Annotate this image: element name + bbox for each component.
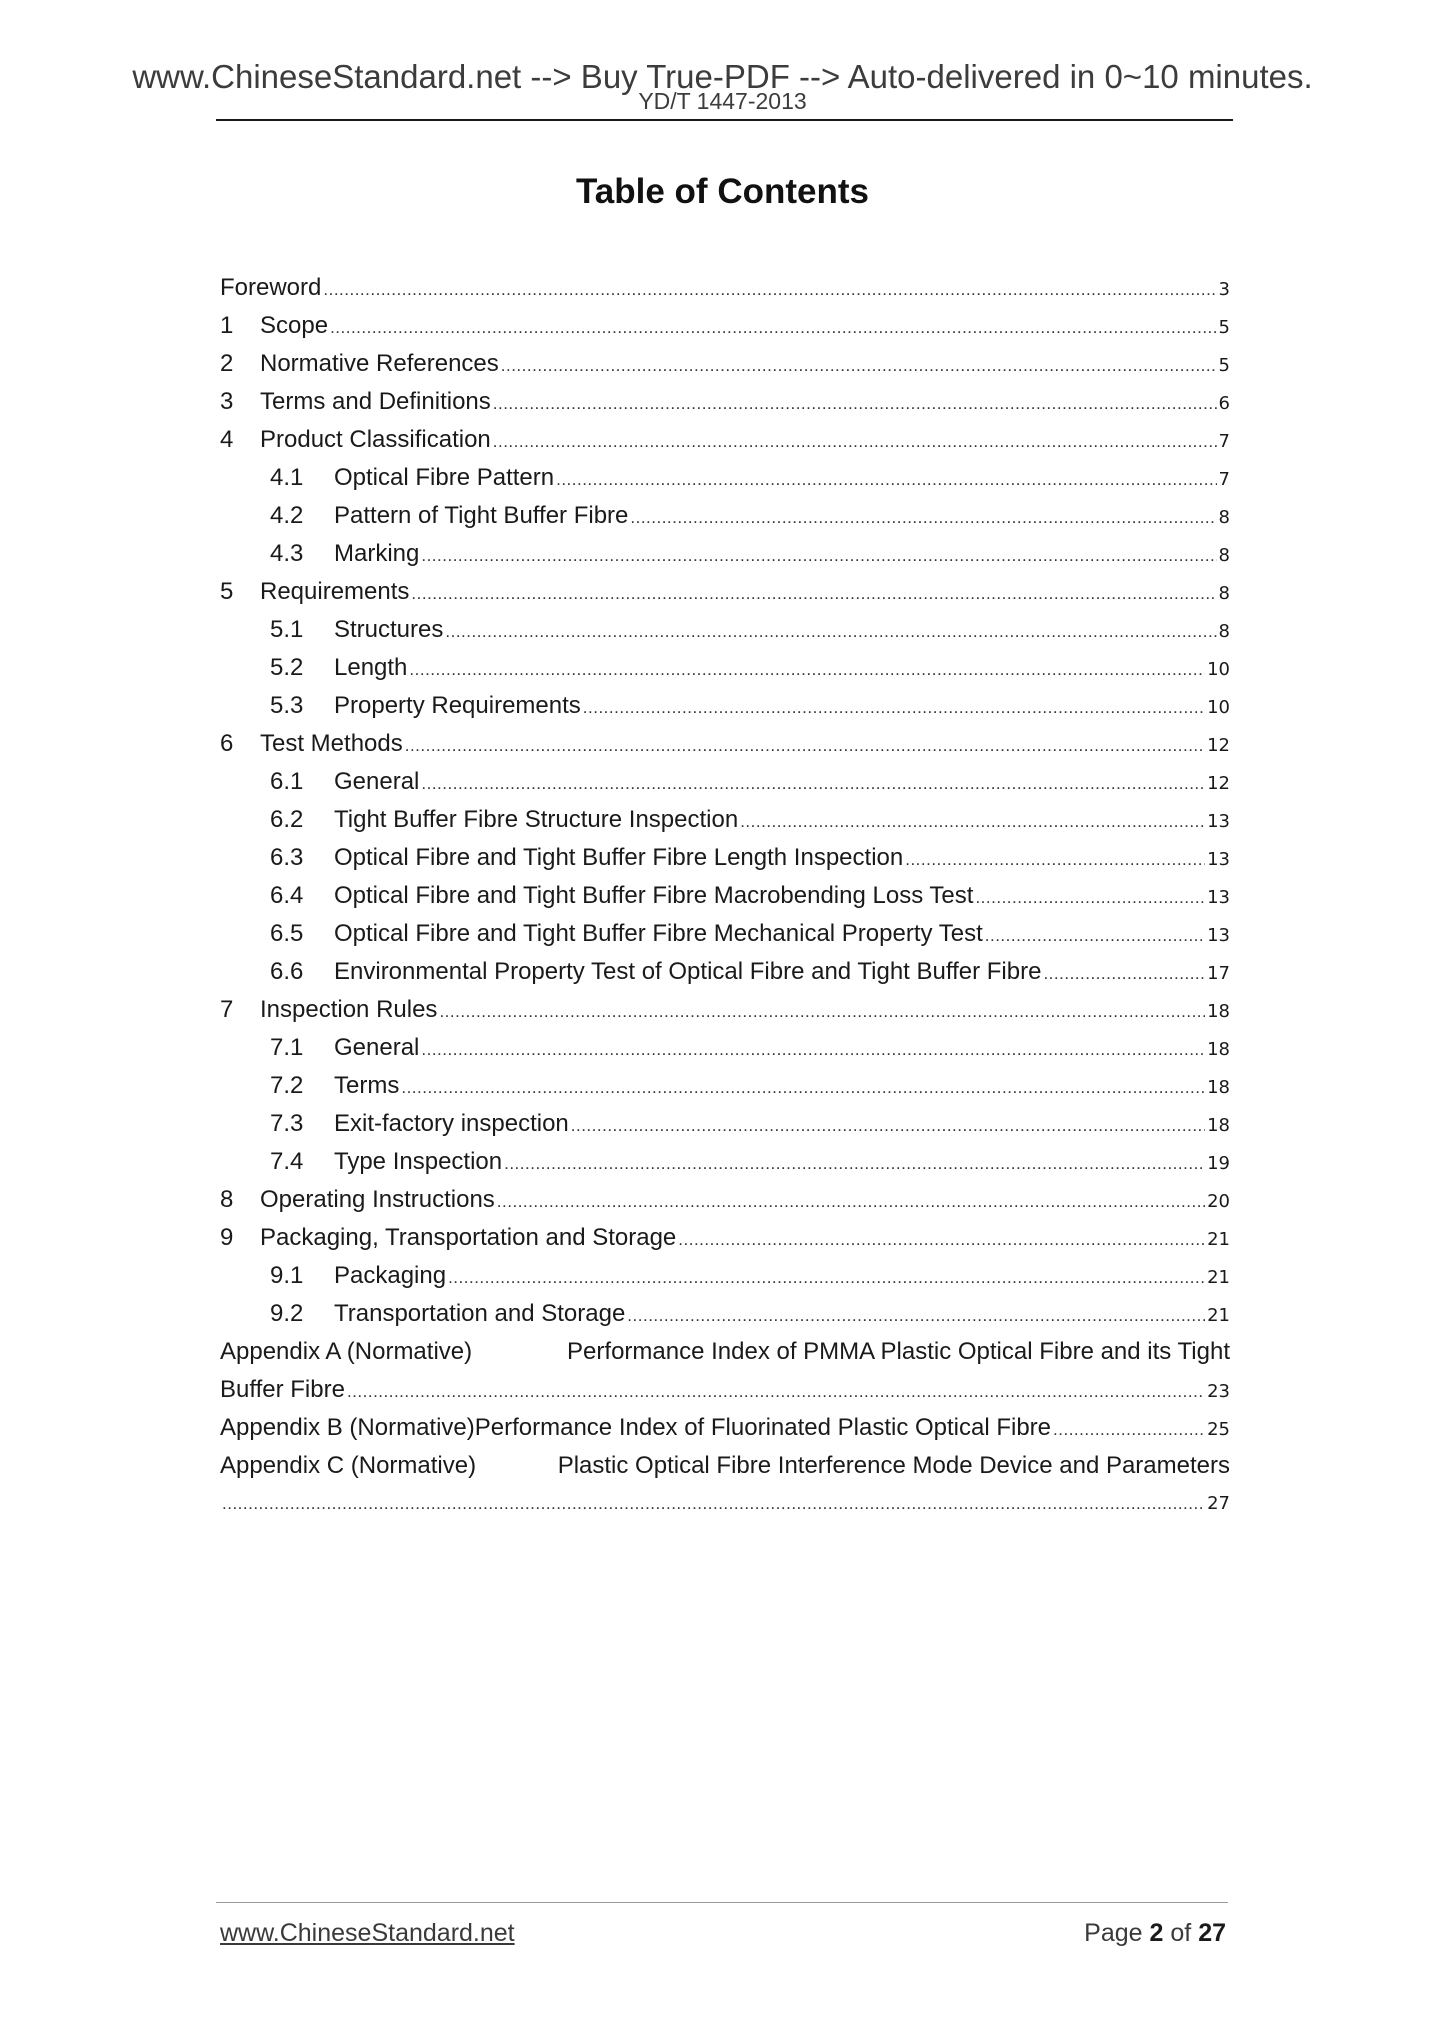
leader-dots [493,423,1217,461]
toc-entry-page: 8 [1218,507,1230,528]
toc-entry-number: 1 [220,312,234,339]
toc-entry-number: 5.1 [270,616,304,643]
toc-subentry[interactable] [220,649,1230,687]
toc-entry-page: 8 [1218,583,1230,604]
leader-dots [411,575,1216,613]
toc-entry-number: 4 [220,426,234,453]
toc-entry-title: Optical Fibre and Tight Buffer Fibre Length Inspection [334,844,904,871]
appendix-title-line1: Performance Index of PMMA Plastic Optical Fibre and its Tight [567,1338,1230,1365]
toc-entry-page: 27 [1207,1493,1230,1514]
toc-entry-title: Tight Buffer Fibre Structure Inspection [334,806,739,833]
toc-subentry[interactable] [220,1143,1230,1181]
toc-entry-number: 7.2 [270,1072,304,1099]
toc-entry-title: Operating Instructions [260,1186,495,1213]
toc-entry-page: 13 [1207,887,1230,908]
leader-dots [497,1183,1205,1221]
toc-entry-title: Packaging, Transportation and Storage [260,1224,677,1251]
leader-dots [571,1107,1205,1145]
leader-dots [439,993,1205,1031]
toc-entry-title: Packaging [334,1262,447,1289]
toc-entry-page: 18 [1207,1039,1230,1060]
toc-entry-page: 21 [1207,1229,1230,1250]
toc-appendix-a[interactable] [220,1333,1230,1371]
toc-entry-title: Normative References [260,350,499,377]
toc-entry-page: 18 [1207,1115,1230,1136]
leader-dots [501,347,1217,385]
toc-entry-number: 6.2 [270,806,304,833]
toc-entry-number: 7.1 [270,1034,304,1061]
toc-entry-title: Length [334,654,408,681]
leader-dots [409,651,1205,689]
toc-subentry[interactable] [220,839,1230,877]
toc-entry-title: Scope [260,312,329,339]
toc-entry-number: 6.1 [270,768,304,795]
toc-subentry[interactable] [220,611,1230,649]
toc-entry-title: Test Methods [260,730,403,757]
toc-entry-page: 5 [1218,317,1230,338]
leader-dots [740,803,1205,841]
toc-entry-page: 10 [1207,697,1230,718]
appendix-label: Appendix A (Normative) [220,1338,473,1365]
leader-dots [1043,955,1205,993]
toc-entry-title: Optical Fibre Pattern [334,464,555,491]
toc-entry[interactable] [220,307,1230,345]
leader-dots [504,1145,1205,1183]
toc-subentry[interactable] [220,877,1230,915]
toc-entry-number: 6.6 [270,958,304,985]
appendix-label: Appendix B (Normative) [220,1414,475,1441]
toc-appendix-a-continued[interactable] [220,1371,1230,1409]
page-current: 2 [1149,1919,1164,1947]
toc-entry-page: 3 [1218,279,1230,300]
document-number: YD/T 1447-2013 [638,88,807,114]
table-of-contents [220,269,1230,1523]
toc-entry[interactable] [220,345,1230,383]
toc-entry-number: 6.5 [270,920,304,947]
leader-dots [347,1373,1205,1411]
toc-entry-number: 5 [220,578,234,605]
toc-entry-title: Type Inspection [334,1148,503,1175]
leader-dots [985,917,1205,955]
toc-entry-page: 10 [1207,659,1230,680]
leader-dots [222,1485,1205,1523]
toc-entry-number: 6.4 [270,882,304,909]
toc-entry-number: 7.3 [270,1110,304,1137]
toc-entry-title: Foreword [220,274,322,301]
toc-entry-page: 19 [1207,1153,1230,1174]
toc-subentry[interactable] [220,687,1230,725]
toc-entry[interactable] [220,725,1230,763]
toc-subentry[interactable] [220,459,1230,497]
toc-entry-title: Transportation and Storage [334,1300,626,1327]
leader-dots [630,499,1216,537]
appendix-title: Performance Index of Fluorinated Plastic Optical Fibre [474,1414,1052,1441]
toc-entry-title: General [334,768,420,795]
toc-subentry[interactable] [220,1295,1230,1333]
toc-entry-number: 4.2 [270,502,304,529]
toc-appendix-c[interactable] [220,1447,1230,1485]
toc-entry-page: 17 [1207,963,1230,984]
toc-entry-foreword[interactable] [220,269,1230,307]
toc-subentry[interactable] [220,535,1230,573]
toc-subentry[interactable] [220,763,1230,801]
toc-appendix-c-continued[interactable] [220,1485,1230,1523]
toc-entry-title: Product Classification [260,426,491,453]
toc-entry-title: Terms [334,1072,400,1099]
toc-entry-page: 12 [1207,773,1230,794]
toc-entry-title: Marking [334,540,420,567]
toc-entry-number: 8 [220,1186,234,1213]
toc-entry-page: 20 [1207,1191,1230,1212]
toc-appendix-b[interactable] [220,1409,1230,1447]
appendix-label: Appendix C (Normative) [220,1452,477,1479]
toc-entry-number: 5.3 [270,692,304,719]
toc-entry-number: 6 [220,730,234,757]
leader-dots [583,689,1205,727]
toc-subentry[interactable] [220,1105,1230,1143]
toc-entry-number: 4.3 [270,540,304,567]
toc-entry[interactable] [220,421,1230,459]
toc-entry-number: 3 [220,388,234,415]
toc-entry[interactable] [220,1181,1230,1219]
toc-entry-page: 12 [1207,735,1230,756]
toc-entry-page: 18 [1207,1001,1230,1022]
toc-entry-title: Pattern of Tight Buffer Fibre [334,502,629,529]
toc-entry-page: 8 [1218,545,1230,566]
toc-entry-number: 6.3 [270,844,304,871]
toc-subentry[interactable] [220,1029,1230,1067]
toc-entry-number: 4.1 [270,464,304,491]
toc-entry-page: 7 [1218,431,1230,452]
page-total: 27 [1198,1919,1226,1947]
leader-dots [405,727,1205,765]
appendix-title-line1: Plastic Optical Fibre Interference Mode Device and Parameters [557,1452,1230,1479]
leader-dots [1053,1411,1205,1449]
footer-link[interactable]: www.ChineseStandard.net [220,1919,515,1947]
toc-entry-page: 25 [1207,1419,1230,1440]
toc-subentry[interactable] [220,915,1230,953]
leader-dots [678,1221,1205,1259]
page-title: Table of Contents [576,172,869,211]
toc-subentry[interactable] [220,801,1230,839]
toc-entry-page: 6 [1218,393,1230,414]
leader-dots [421,537,1216,575]
toc-entry-page: 13 [1207,849,1230,870]
toc-entry-number: 7.4 [270,1148,304,1175]
leader-dots [421,1031,1205,1069]
toc-entry-page: 13 [1207,925,1230,946]
leader-dots [330,309,1216,347]
leader-dots [627,1297,1205,1335]
page-of: of [1170,1919,1192,1947]
leader-dots [448,1259,1205,1297]
toc-entry-page: 5 [1218,355,1230,376]
toc-entry-title: Structures [334,616,444,643]
toc-entry[interactable] [220,383,1230,421]
toc-entry-title: Optical Fibre and Tight Buffer Fibre Macrobending Loss Test [334,882,974,909]
appendix-title-line2: Buffer Fibre [220,1376,345,1403]
toc-entry-title: Property Requirements [334,692,581,719]
leader-dots [445,613,1216,651]
toc-entry-number: 9 [220,1224,234,1251]
leader-dots [905,841,1205,879]
toc-entry-title: General [334,1034,420,1061]
toc-subentry[interactable] [220,1257,1230,1295]
toc-entry-page: 21 [1207,1305,1230,1326]
toc-entry-number: 5.2 [270,654,304,681]
footer-divider [216,1902,1228,1903]
toc-entry-number: 7 [220,996,234,1023]
toc-entry[interactable] [220,573,1230,611]
toc-entry-title: Exit-factory inspection [334,1110,569,1137]
toc-subentry[interactable] [220,497,1230,535]
leader-dots [556,461,1216,499]
toc-entry-title: Inspection Rules [260,996,438,1023]
toc-entry[interactable] [220,991,1230,1029]
leader-dots [493,385,1217,423]
toc-entry-page: 7 [1218,469,1230,490]
toc-entry-page: 21 [1207,1267,1230,1288]
toc-subentry[interactable] [220,953,1230,991]
leader-dots [421,765,1205,803]
toc-entry-page: 8 [1218,621,1230,642]
leader-dots [975,879,1205,917]
leader-dots [401,1069,1205,1107]
toc-entry-page: 13 [1207,811,1230,832]
toc-entry-number: 9.1 [270,1262,304,1289]
page-prefix: Page [1084,1919,1143,1947]
toc-entry-title: Terms and Definitions [260,388,491,415]
toc-entry-number: 9.2 [270,1300,304,1327]
toc-entry-title: Requirements [260,578,410,605]
leader-dots [323,271,1216,309]
header-divider [216,119,1233,121]
toc-entry-title: Optical Fibre and Tight Buffer Fibre Mechanical Property Test [334,920,983,947]
toc-entry[interactable] [220,1219,1230,1257]
toc-entry-title: Environmental Property Test of Optical Fibre and Tight Buffer Fibre [334,958,1042,985]
page-indicator [1084,1917,1226,1949]
toc-entry-page: 18 [1207,1077,1230,1098]
toc-entry-number: 2 [220,350,234,377]
header-banner: www.ChineseStandard.net --> Buy True-PDF --> Auto-delivered in 0~10 minutes. [132,58,1313,95]
toc-subentry[interactable] [220,1067,1230,1105]
toc-entry-page: 23 [1207,1381,1230,1402]
